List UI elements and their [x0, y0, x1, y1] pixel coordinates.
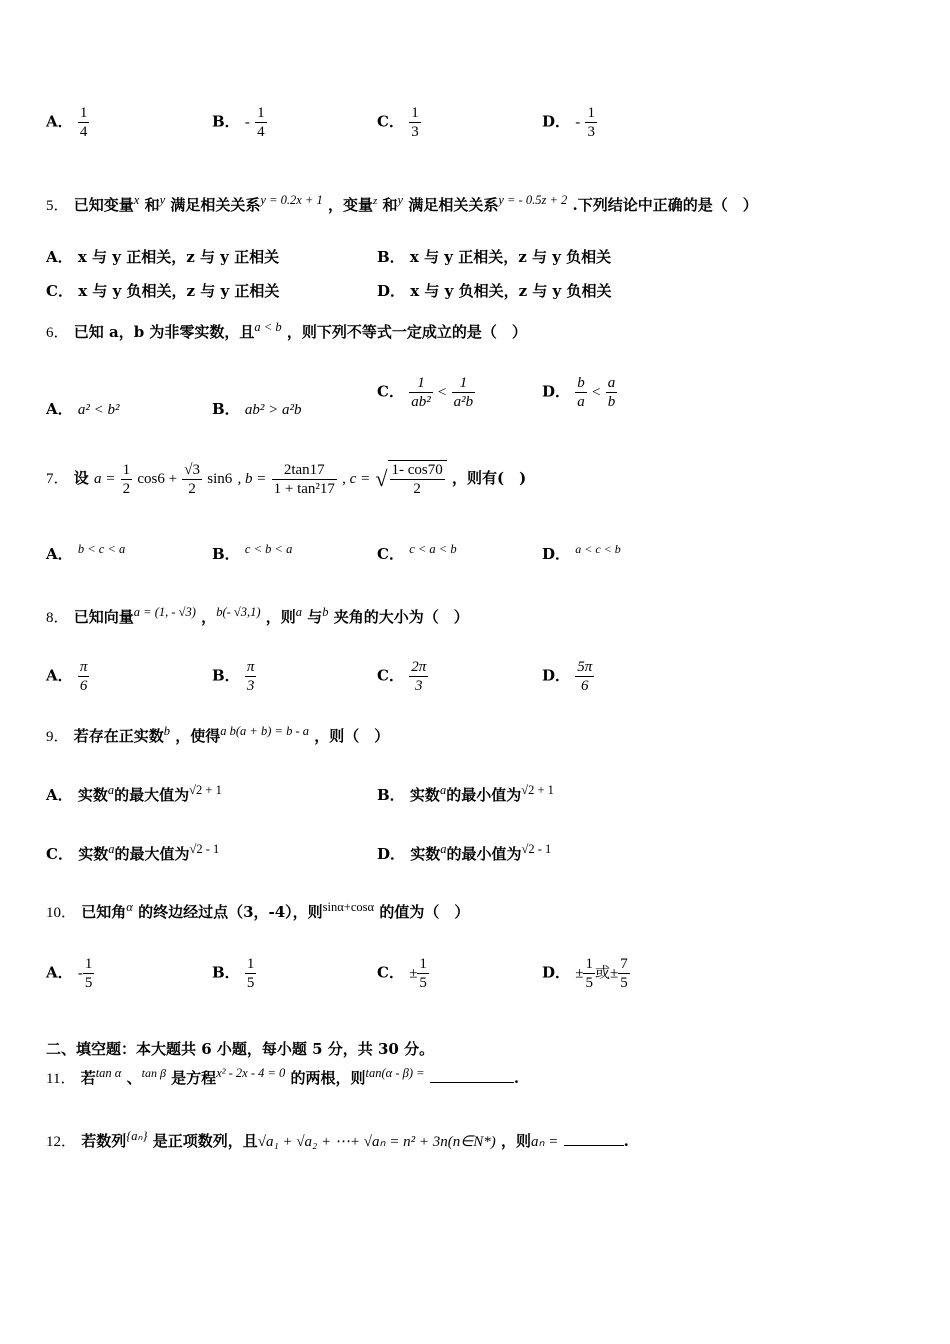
denominator: 6: [581, 678, 589, 694]
fraction: [121, 461, 133, 498]
stem-text: 若数列: [81, 1132, 127, 1150]
denominator: 5: [246, 975, 255, 991]
stem-text: 、: [126, 1069, 142, 1087]
fraction: [409, 658, 428, 695]
option-text: x 与 y 正相关，z 与 y 负相关: [409, 248, 612, 266]
option-sign: -: [244, 114, 250, 131]
stem-text: ，: [201, 608, 217, 626]
var-y: y: [159, 193, 166, 207]
numerator: 1: [122, 461, 131, 478]
question-number: 10．: [46, 905, 77, 921]
expression: sinα+cosα: [322, 900, 375, 914]
stem-text: 的终边经过点（3，-4），则: [138, 903, 323, 921]
option-label: C．: [377, 666, 404, 685]
numerator: 1: [585, 956, 593, 972]
option-text: 实数: [409, 786, 440, 804]
option-label: A．: [46, 666, 73, 685]
denominator: 5: [620, 975, 628, 991]
denominator: 3: [587, 124, 595, 140]
question-number: 11．: [46, 1071, 76, 1087]
q7-option-d[interactable]: [542, 542, 621, 564]
option-text: x 与 y 正相关，z 与 y 正相关: [77, 248, 280, 266]
fraction: [83, 955, 95, 992]
var-z: z: [372, 195, 378, 207]
stem-text: ，变量: [327, 196, 373, 214]
stem-text: 已知角: [81, 903, 127, 921]
q8-stem: [46, 605, 469, 627]
option-sign: -: [575, 114, 581, 131]
answer-blank[interactable]: [430, 1082, 514, 1083]
denominator: 5: [585, 975, 593, 991]
option-label: A．: [46, 963, 73, 982]
denominator: 2: [413, 481, 421, 497]
numerator: 1: [409, 374, 433, 393]
numerator: a: [607, 375, 616, 391]
stem-text: .下列结论中正确的是（ ）: [572, 196, 758, 214]
option-label: C．: [46, 282, 73, 300]
q7-option-a[interactable]: [46, 542, 125, 564]
answer-blank[interactable]: [564, 1145, 624, 1146]
numerator: 2tan17: [272, 461, 337, 480]
option-label: D．: [542, 666, 571, 685]
fraction: [388, 460, 447, 498]
stem-text: 与: [307, 608, 323, 626]
option-text: 的最大值为: [114, 786, 190, 804]
option-label: B．: [212, 963, 240, 982]
q6-stem: [46, 320, 527, 342]
var-a: a: [295, 605, 303, 619]
option-sign: ±: [575, 965, 584, 982]
q9-option-c[interactable]: [46, 842, 219, 864]
option-expr: c < a < b: [409, 542, 457, 556]
numerator: 1: [84, 956, 93, 972]
fraction: [575, 658, 594, 695]
option-text: x 与 y 负相关，z 与 y 正相关: [78, 282, 280, 300]
equation: a b(a + b) = b - a: [220, 724, 309, 738]
var-alpha: α: [126, 900, 133, 914]
q9-stem: [46, 724, 389, 746]
expr-a-mid: cos6 +: [137, 471, 178, 487]
q5-option-a[interactable]: [46, 246, 279, 267]
q8-option-c[interactable]: [377, 658, 428, 695]
equation: y = - 0.5z + 2: [498, 193, 568, 207]
stem-text: 的两根，则: [290, 1069, 366, 1087]
var-a: a: [439, 783, 447, 797]
denominator: 6: [79, 678, 88, 694]
option-label: D．: [542, 112, 571, 131]
denominator: 4: [79, 124, 88, 140]
stem-text: 是方程: [171, 1069, 217, 1087]
q6-option-c[interactable]: [377, 374, 475, 411]
numerator: 1: [257, 105, 265, 121]
option-label: C．: [377, 112, 404, 131]
var-a: a: [107, 783, 115, 797]
numerator: 1: [246, 956, 255, 972]
option-label: C．: [377, 382, 404, 401]
stem-text: 已知 a，b 为非零实数，且: [73, 323, 255, 341]
q5-stem: [46, 193, 758, 215]
numerator: √3: [184, 461, 201, 478]
q10-option-b[interactable]: [212, 955, 256, 992]
numerator: 1- cos70: [391, 462, 443, 478]
numerator: π: [246, 659, 255, 675]
q8-option-b[interactable]: [212, 658, 256, 695]
question-number: 6．: [46, 325, 69, 341]
option-expr: c < b < a: [244, 542, 293, 556]
stem-text: 已知变量: [73, 196, 134, 214]
denominator: 3: [411, 124, 419, 140]
option-label: B．: [212, 400, 240, 418]
denominator: 3: [246, 678, 255, 694]
denominator: 2: [122, 480, 131, 497]
var-b: b: [322, 605, 329, 619]
denominator: 1 + tan²17: [273, 480, 335, 497]
q9-option-a[interactable]: [46, 783, 222, 805]
stem-text: 已知向量: [73, 608, 134, 626]
equation: x² - 2x - 4 = 0: [216, 1066, 286, 1080]
var-x: x: [133, 193, 140, 207]
target-expr: tan(α - β) =: [365, 1066, 425, 1080]
numerator: b: [577, 375, 585, 391]
numerator: 7: [620, 956, 628, 972]
equation: y = 0.2x + 1: [260, 193, 323, 207]
stem-text: ，使得: [175, 727, 221, 745]
expr-c-prefix: , c =: [342, 471, 371, 487]
option-text: 实数: [410, 845, 441, 863]
option-sign: -: [77, 965, 83, 982]
vector-b: b(- √3,1): [216, 605, 261, 619]
stem-text: 和: [144, 196, 160, 214]
q4-option-c[interactable]: [377, 104, 421, 141]
option-label: B．: [212, 666, 240, 685]
relation: <: [437, 384, 447, 401]
target-expr: aₙ =: [531, 1134, 559, 1150]
fraction: [182, 461, 202, 498]
denominator: 2: [188, 480, 196, 497]
option-value: √2 + 1: [521, 783, 554, 797]
option-label: D．: [542, 545, 571, 563]
denominator: a²b: [453, 394, 474, 410]
fraction: [409, 104, 421, 141]
stem-text: 设: [73, 469, 89, 487]
option-sign: ±: [409, 965, 418, 982]
q6-option-b[interactable]: [212, 398, 302, 419]
option-label: C．: [46, 845, 73, 863]
q12-stem: [46, 1128, 629, 1151]
q7-stem: [46, 460, 526, 498]
question-number: 12．: [46, 1134, 77, 1150]
q9-option-d[interactable]: [377, 842, 551, 864]
option-expr: b < c < a: [77, 542, 126, 556]
option-text: 实数: [77, 786, 108, 804]
fraction: [78, 104, 90, 141]
option-text: 的最小值为: [446, 786, 522, 804]
question-number: 9．: [46, 729, 69, 745]
q10-option-d[interactable]: [542, 955, 630, 992]
fraction: [255, 104, 267, 141]
option-label: A．: [46, 112, 73, 131]
q9-option-b[interactable]: [377, 783, 554, 805]
denominator: 3: [414, 678, 423, 694]
relation: <: [591, 384, 601, 401]
q8-option-a[interactable]: [46, 658, 89, 695]
q6-option-a[interactable]: [46, 398, 120, 419]
var-b: b: [163, 724, 171, 738]
fraction: [583, 955, 595, 992]
q5-option-c[interactable]: [46, 280, 279, 301]
option-label: D．: [542, 963, 571, 982]
denominator: 5: [84, 975, 93, 991]
stem-text: .: [623, 1132, 629, 1150]
fraction: [78, 658, 90, 695]
stem-text: ，则下列不等式一定成立的是（ ）: [286, 323, 527, 341]
or-word: 或: [594, 965, 610, 982]
stem-text: ，则: [265, 608, 296, 626]
stem-text: ，则有( ): [451, 469, 527, 487]
option-expr: a² < b²: [77, 402, 120, 418]
numerator: 1: [587, 105, 595, 121]
q4-option-a[interactable]: [46, 104, 89, 141]
expr-a-end: sin6: [207, 471, 233, 487]
denominator: ab²: [411, 394, 431, 410]
stem-text: 夹角的大小为（ ）: [333, 608, 469, 626]
option-label: C．: [377, 545, 404, 563]
q8-option-d[interactable]: [542, 658, 594, 695]
q7-option-c[interactable]: [377, 542, 457, 564]
option-label: B．: [377, 248, 405, 266]
option-sign: ±: [610, 965, 619, 982]
option-label: C．: [377, 963, 404, 982]
sqrt-sign: √: [375, 466, 388, 491]
option-label: A．: [46, 545, 73, 563]
numerator: 5π: [577, 659, 593, 675]
tan-alpha: tan α: [95, 1066, 122, 1080]
expr-a-prefix: a =: [94, 471, 116, 487]
option-expr: a < c < b: [575, 542, 621, 556]
stem-text: 是正项数列，且: [152, 1132, 258, 1150]
numerator: 1: [419, 956, 427, 972]
stem-text: 和: [382, 196, 398, 214]
option-text: 实数: [78, 845, 109, 863]
stem-text: ，则（ ）: [314, 727, 390, 745]
condition: a < b: [254, 320, 282, 334]
denominator: 5: [419, 975, 427, 991]
question-number: 7．: [46, 471, 69, 487]
q5-option-d[interactable]: [377, 280, 611, 301]
option-value: √2 + 1: [189, 783, 222, 797]
fraction: [452, 374, 476, 411]
stem-text: 若存在正实数: [73, 727, 164, 745]
option-label: B．: [212, 545, 240, 563]
fraction: [618, 955, 630, 992]
var-y: y: [397, 193, 404, 207]
tan-beta: tan β: [141, 1066, 166, 1080]
option-text: 的最小值为: [446, 845, 522, 863]
numerator: 1: [79, 105, 88, 121]
option-label: D．: [542, 382, 571, 401]
fraction: [245, 658, 257, 695]
option-label: D．: [377, 845, 406, 863]
fraction: [245, 955, 257, 992]
option-value: √2 - 1: [189, 842, 220, 856]
option-text: 的最大值为: [114, 845, 190, 863]
q10-stem: [46, 900, 469, 922]
fraction: [272, 461, 337, 498]
question-number: 8．: [46, 610, 69, 626]
numerator: 2π: [411, 659, 427, 675]
var-a: a: [108, 842, 115, 856]
q4-option-d[interactable]: [542, 104, 597, 141]
fraction: [585, 104, 597, 141]
option-label: B．: [377, 786, 405, 804]
numerator: 1: [411, 105, 419, 121]
denominator: b: [607, 394, 616, 410]
expr-b-prefix: , b =: [237, 471, 267, 487]
q5-option-b[interactable]: [377, 246, 611, 267]
stem-text: .: [513, 1069, 520, 1087]
q4-option-b[interactable]: [212, 104, 267, 141]
option-label: D．: [377, 282, 406, 300]
var-a: a: [440, 842, 447, 856]
q11-stem: [46, 1066, 519, 1088]
equation: √a₁ + √a₂ + ⋯+ √aₙ = n² + 3n(n∈N*): [257, 1134, 496, 1150]
option-text: x 与 y 负相关，z 与 y 负相关: [410, 282, 612, 300]
q10-option-a[interactable]: [46, 955, 94, 992]
fraction: [409, 374, 433, 411]
option-label: A．: [46, 400, 73, 418]
stem-text: 满足相关关系: [170, 196, 261, 214]
numerator: π: [79, 659, 88, 675]
stem-text: 满足相关关系: [408, 196, 499, 214]
fraction: [606, 374, 618, 411]
q10-option-c[interactable]: [377, 955, 429, 992]
fraction: [575, 374, 587, 411]
stem-text: 的值为（ ）: [379, 903, 470, 921]
section-title: 二、填空题：本大题共 6 小题，每小题 5 分，共 30 分。: [46, 1040, 435, 1058]
option-label: A．: [46, 786, 73, 804]
q6-option-d[interactable]: [542, 374, 617, 411]
sequence: {aₙ}: [126, 1129, 148, 1143]
option-value: √2 - 1: [521, 842, 552, 856]
stem-text: ，则: [501, 1132, 532, 1150]
q7-option-b[interactable]: [212, 542, 292, 564]
question-number: 5．: [46, 198, 69, 214]
numerator: 1: [452, 374, 476, 393]
denominator: 4: [257, 124, 265, 140]
stem-text: 若: [80, 1069, 96, 1087]
denominator: a: [577, 394, 585, 410]
vector-a: a = (1, - √3): [133, 605, 196, 619]
option-label: A．: [46, 248, 73, 266]
fraction: [417, 955, 429, 992]
option-expr: ab² > a²b: [244, 402, 302, 418]
option-label: B．: [212, 112, 240, 131]
